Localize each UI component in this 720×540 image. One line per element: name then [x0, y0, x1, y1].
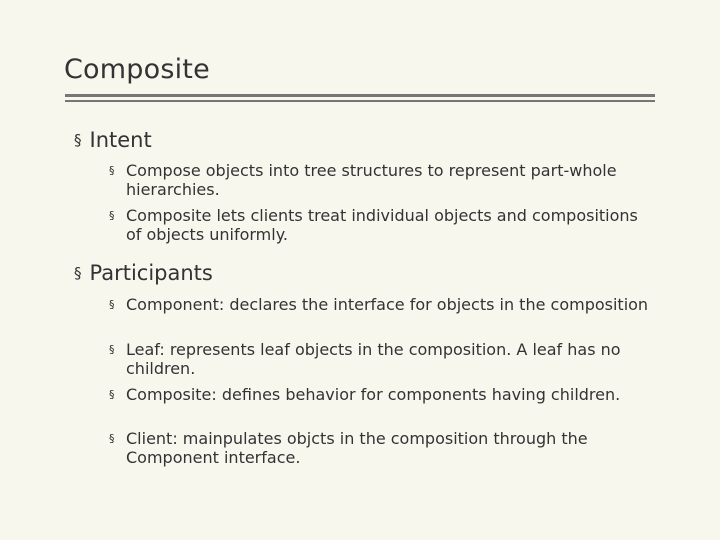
list-item [109, 161, 649, 199]
bullet-icon: § [109, 164, 115, 177]
list-item-text: Leaf: represents leaf objects in the composition. A leaf has no children. [126, 340, 621, 378]
bullet-icon: § [109, 343, 115, 356]
section-heading-intent [74, 128, 152, 152]
list-item-text: Composite: defines behavior for components having children. [126, 385, 621, 404]
list-item-text: Compose objects into tree structures to represent part-whole hierarchies. [126, 161, 617, 199]
section-bullet-icon: § [74, 264, 82, 282]
bullet-icon: § [109, 432, 115, 445]
list-item [109, 295, 649, 314]
list-item [109, 429, 649, 467]
slide-title: Composite [64, 54, 210, 85]
bullet-icon: § [109, 298, 115, 311]
section-heading-label: Participants [89, 261, 213, 285]
title-rule-top [65, 94, 655, 97]
list-item [109, 385, 649, 404]
list-item [109, 340, 649, 378]
list-item-text: Component: declares the interface for objects in the composition [126, 295, 649, 314]
section-bullet-icon: § [74, 131, 82, 149]
title-rule-bottom [65, 100, 655, 102]
section-heading-label: Intent [89, 128, 152, 152]
list-item [109, 206, 649, 244]
bullet-icon: § [109, 388, 115, 401]
list-item-text: Composite lets clients treat individual objects and compositions of objects uniformly. [126, 206, 638, 244]
list-item-text: Client: mainpulates objcts in the composition through the Component interface. [126, 429, 588, 467]
bullet-icon: § [109, 209, 115, 222]
section-heading-participants [74, 261, 213, 285]
